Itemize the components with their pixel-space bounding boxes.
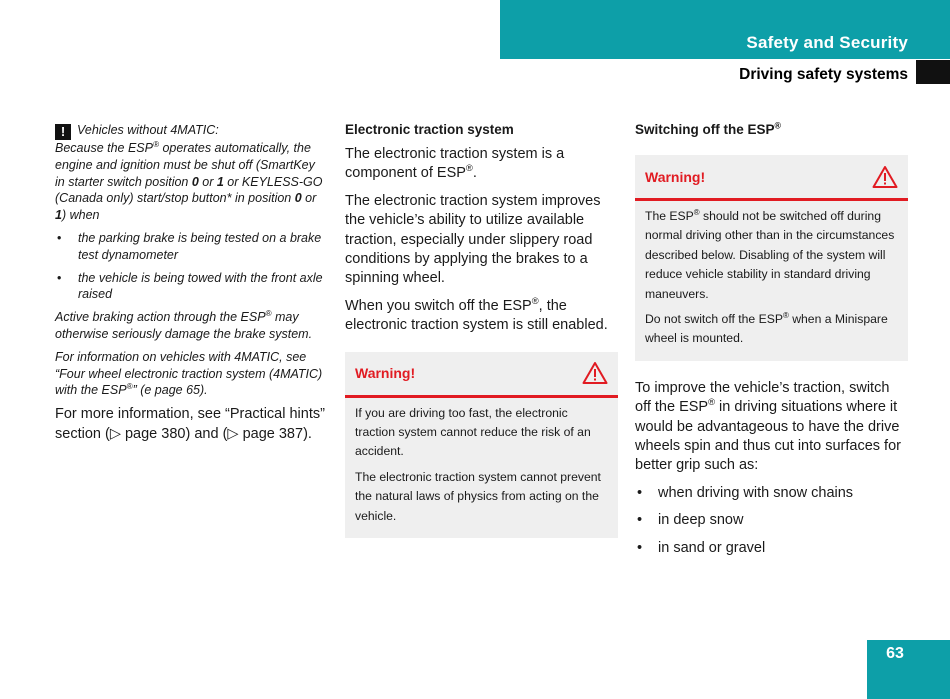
warning-title: Warning! [645,168,706,185]
key-position: 0 [294,191,302,206]
note-paragraph [55,309,327,343]
more-info-paragraph [55,405,327,444]
warning-text [645,310,898,349]
warning-triangle-icon [872,165,898,189]
heading-text: Switching off the ESP [635,122,775,137]
note-block [55,122,327,224]
warning-title: Warning! [355,365,416,382]
note-text: Active braking action through the ESP [55,310,266,325]
list-item: • in deep snow [635,511,908,530]
registered-mark: ® [126,382,133,392]
warning-text-part: when a Minispare wheel is mounted. [645,312,888,346]
warning-text: If you are driving too fast, the electronic traction system cannot reduce the risk of an accident. [355,405,591,459]
warning-text-part: Do not switch off the ESP [645,312,783,327]
key-position: 0 [191,174,199,189]
body-text: . [472,165,477,182]
list-item: • the parking brake is being tested on a brake test dynamometer [55,230,327,264]
note-text: Because the ESP [55,141,153,155]
body-text: When you switch off the ESP [345,297,532,314]
registered-mark: ® [531,295,539,307]
column-left [55,122,327,452]
warning-header [345,352,618,398]
registered-mark: ® [782,310,789,320]
body-text: ) and ( [185,425,228,442]
subsection-title: Driving safety systems [739,66,908,83]
registered-mark: ® [774,120,781,131]
warning-text-part: The ESP [645,209,694,223]
note-text: may otherwise seriously damage the brake system. [55,310,313,341]
note-text: For information on vehicles with 4MATIC, see “Four wheel electronic traction system (4MATIC) with the ESP [55,349,323,398]
key-position: 1 [55,208,62,223]
section-heading [635,122,908,137]
body-text: in driving situations where it would be advantageous to have the drive wheels spin and thus cut into surfaces for better grip such as: [635,399,901,474]
note-text: operates automatically, the engine and ignition must be shut off (SmartKey in starter switch position [55,141,315,189]
warning-text: The electronic traction system cannot prevent the natural laws of physics from acting on the vehicle. [355,469,601,523]
body-paragraph: The electronic traction system improves the vehicle’s ability to utilize available traction, especially under slippery road conditions by applying the brakes to a spinning wheel. [345,192,601,287]
page-reference-link[interactable]: ▷ page 387 [227,425,304,442]
body-text: , the electronic traction system is still enabled. [345,297,608,334]
column-right [635,122,908,566]
subsection-marker [916,60,950,84]
page-number: 63 [886,645,904,662]
key-position: 1 [216,174,224,189]
warning-text-part: should not be switched off during normal driving other than in the circumstances described below. Disabling of the system will reduce vehicle stability in standard driving maneuvers. [645,209,895,301]
warning-body [345,398,618,538]
note-title: Vehicles without 4MATIC: [77,123,219,137]
body-paragraph [345,145,618,184]
note-text: or KEYLESS-GO (Canada only) start/stop button* in position [55,174,323,206]
note-bullet-list [55,230,327,303]
registered-mark: ® [465,162,473,174]
registered-mark: ® [708,396,716,408]
body-text: ). [303,425,312,442]
list-item: • in sand or gravel [635,539,908,558]
list-item: • the vehicle is being towed with the front axle raised [55,270,327,304]
body-text: To improve the vehicle’s traction, switch off the ESP [635,379,890,416]
registered-mark: ® [693,207,700,217]
warning-text [645,207,898,304]
column-middle [345,122,618,538]
note-paragraph [55,349,327,399]
registered-mark: ® [265,309,272,319]
section-title: Safety and Security [746,33,908,52]
body-paragraph [345,297,618,336]
warning-box [345,352,618,538]
note-text: or [301,191,317,206]
note-text: ) when [61,208,100,223]
note-text: ” (e page 65). [132,383,208,398]
page-reference-link[interactable]: ▷ page 380 [109,425,186,442]
body-text: For more information, see “Practical hints” section ( [55,406,325,442]
registered-mark: ® [152,139,159,149]
body-text: The electronic traction system is a component of ESP [345,146,565,182]
warning-body [635,201,908,361]
bullet-list [635,484,908,558]
body-paragraph [635,379,908,476]
note-text: or [198,174,217,189]
warning-header [635,155,908,201]
list-item: • when driving with snow chains [635,484,908,503]
section-heading: Electronic traction system [345,122,514,137]
warning-box [635,155,908,361]
exclamation-icon: ! [55,124,71,140]
warning-triangle-icon [582,361,608,385]
